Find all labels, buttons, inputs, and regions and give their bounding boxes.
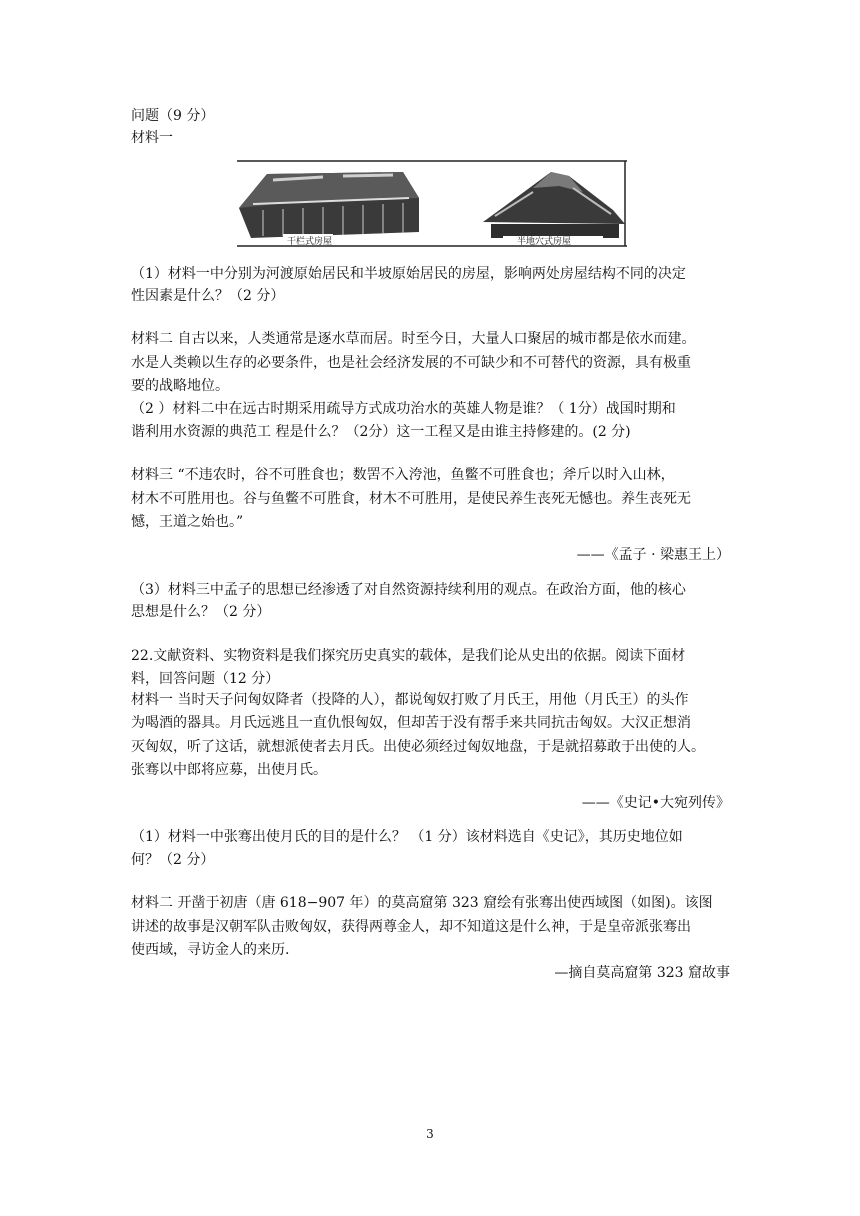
question-22-line-1: 22.文献资料、实物资料是我们探究历史真实的载体，是我们论从史出的依据。阅读下面材 <box>131 648 686 664</box>
material-2-line-3: 要的战略地位。 <box>131 378 229 394</box>
material-3-line-3: 憾，王道之始也。” <box>131 514 244 530</box>
mogao-source: —摘自莫高窟第 323 窟故事 <box>554 965 730 981</box>
question-1-line-1: （1）材料一中分别为河渡原始居民和半坡原始居民的房屋，影响两处房屋结构不同的决定 <box>131 266 686 282</box>
question-22-line-2: 料，回答问题（12 分） <box>131 671 280 687</box>
q22-material-1-line-1: 材料一 当时天子问匈奴降者（投降的人），都说匈奴打败了月氏王，用他（月氏王）的头作 <box>131 692 689 708</box>
q22-material-1-line-2: 为喝酒的器具。月氏远逃且一直仇恨匈奴，但却苦于没有帮手来共同抗击匈奴。大汉正想消 <box>131 715 691 731</box>
q22-material-2-line-2: 讲述的故事是汉朝军队击败匈奴，获得两尊金人，却不知道这是什么神，于是皇帝派张骞出 <box>131 919 691 935</box>
question-2-line-1: （2 ）材料二中在远古时期采用疏导方式成功治水的英雄人物是谁？（ 1分）战国时期和 <box>131 401 676 417</box>
question-3-line-2: 思想是什么？（2 分） <box>131 604 271 620</box>
question-3-line-1: （3）材料三中孟子的思想已经渗透了对自然资源持续利用的观点。在政治方面，他的核心 <box>131 582 686 598</box>
houses-illustration <box>233 158 631 250</box>
question-header: 问题（9 分） <box>131 108 215 124</box>
q22-material-2-line-3: 使西域，寻访金人的来历. <box>131 942 290 958</box>
q22-question-1-line-2: 何？（2 分） <box>131 852 215 868</box>
left-house-caption: 干栏式房屋 <box>287 237 333 247</box>
right-house-caption: 半地穴式房屋 <box>517 237 572 247</box>
q22-question-1-line-1: （1）材料一中张骞出使月氏的目的是什么？ （1 分）该材料选自《史记》，其历史地位如 <box>131 829 683 845</box>
page-number: 3 <box>426 1127 434 1141</box>
houses-figure <box>233 158 631 250</box>
material-label: 材料一 <box>131 130 173 146</box>
material-3-line-1: 材料三 “不违农时，谷不可胜食也；数罟不入洿池，鱼鳖不可胜食也；斧斤以时入山林， <box>131 467 675 483</box>
material-2-line-1: 材料二 自古以来，人类通常是逐水草而居。时至今日，大量人口聚居的城市都是依水而建。 <box>131 331 696 347</box>
question-2-line-2: 谐利用水资源的典范工 程是什么？（2分）这一工程又是由谁主持修建的。(2 分) <box>131 424 631 440</box>
q22-material-2-line-1: 材料二 开凿于初唐（唐 618−907 年）的莫高窟第 323 窟绘有张骞出使西域图（如图)。该图 <box>131 895 713 911</box>
q22-material-1-line-4: 张骞以中郎将应募，出使月氏。 <box>131 762 327 778</box>
question-1-line-2: 性因素是什么？（2 分） <box>131 288 285 304</box>
material-2-line-2: 水是人类赖以生存的必要条件，也是社会经济发展的不可缺少和不可替代的资源，具有极重 <box>131 355 691 371</box>
material-3-line-2: 材木不可胜用也。谷与鱼鳖不可胜食，材木不可胜用，是使民养生丧死无憾也。养生丧死无 <box>131 491 691 507</box>
mencius-source: ——《孟子 · 梁惠王上） <box>576 547 730 563</box>
q22-material-1-line-3: 灭匈奴，听了这话，就想派使者去月氏。出使必须经过匈奴地盘，于是就招募敢于出使的人。 <box>131 739 705 755</box>
shiji-source: ——《史记•大宛列传》 <box>581 795 730 811</box>
